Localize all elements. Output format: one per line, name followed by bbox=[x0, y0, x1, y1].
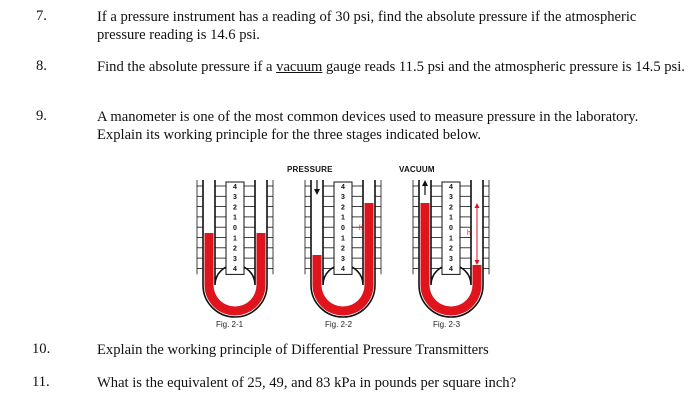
question-text: If a pressure instrument has a reading of 30 psi, find the absolute pressure if the atmospheric pressure reading is 14.6 psi. bbox=[97, 9, 637, 43]
h-arrowhead bbox=[475, 260, 480, 265]
scale-mark: 2 bbox=[449, 204, 453, 212]
h-arrowhead bbox=[475, 203, 480, 208]
liquid-bend bbox=[421, 285, 482, 316]
liquid-column bbox=[205, 233, 214, 285]
scale-mark: 2 bbox=[233, 204, 237, 212]
question-number: 11. bbox=[32, 374, 50, 390]
question-text-part: Find the absolute pressure if a bbox=[97, 59, 277, 75]
pressure-arrowhead bbox=[314, 189, 320, 195]
liquid-bend bbox=[313, 285, 374, 316]
question-text: Explain the working principle of Differential Pressure Transmitters bbox=[97, 342, 489, 358]
scale-mark: 1 bbox=[233, 235, 237, 243]
scale-mark: 2 bbox=[449, 245, 453, 253]
scale-mark: 4 bbox=[449, 266, 453, 274]
manometer-fig-2-3 bbox=[413, 180, 489, 317]
scale-mark: 3 bbox=[233, 194, 237, 202]
scale-mark: 3 bbox=[341, 194, 345, 202]
question-number: 10. bbox=[32, 341, 51, 357]
liquid-column bbox=[257, 233, 266, 285]
scale-mark: 0 bbox=[233, 225, 237, 232]
scale-mark: 1 bbox=[449, 214, 453, 222]
liquid-column bbox=[313, 255, 322, 285]
scale-mark: 4 bbox=[341, 183, 345, 191]
scale-mark: 0 bbox=[449, 225, 453, 232]
scale-mark: 1 bbox=[449, 235, 453, 243]
scale-mark: 3 bbox=[341, 255, 345, 263]
vacuum-arrowhead bbox=[422, 180, 428, 186]
scale-mark: 4 bbox=[341, 266, 345, 274]
h-label: h bbox=[467, 230, 471, 237]
scale-mark: 3 bbox=[233, 255, 237, 263]
figure-caption: Fig. 2-3 bbox=[433, 320, 461, 329]
question-text: What is the equivalent of 25, 49, and 83 kPa in pounds per square inch? bbox=[97, 375, 517, 391]
scale-mark: 2 bbox=[341, 204, 345, 212]
question-number: 8. bbox=[36, 58, 47, 74]
question-text: A manometer is one of the most common devices used to measure pressure in the laboratory. Explain its working principle for the three stages indicated below. bbox=[97, 109, 639, 143]
scale-mark: 1 bbox=[341, 235, 345, 243]
manometer-fig-2-1 bbox=[197, 180, 273, 317]
scale-mark: 2 bbox=[233, 245, 237, 253]
scale-mark: 4 bbox=[449, 183, 453, 191]
scale-mark: 1 bbox=[233, 214, 237, 222]
question-text-part: gauge reads 11.5 psi and the atmospheric pressure is 14.5 psi. bbox=[322, 59, 685, 75]
manometer-fig-2-2 bbox=[305, 180, 381, 317]
scale-mark: 4 bbox=[233, 266, 237, 274]
scale-mark: 3 bbox=[449, 194, 453, 202]
figure-caption: Fig. 2-2 bbox=[325, 320, 353, 329]
pressure-label: PRESSURE bbox=[287, 165, 333, 174]
question-number: 9. bbox=[36, 108, 47, 124]
h-label: h bbox=[359, 225, 363, 232]
liquid-column bbox=[473, 265, 482, 285]
vacuum-label: VACUUM bbox=[399, 165, 435, 174]
scale-mark: 1 bbox=[341, 214, 345, 222]
liquid-bend bbox=[205, 285, 266, 316]
scale-mark: 4 bbox=[233, 183, 237, 191]
figure-caption: Fig. 2-1 bbox=[216, 320, 244, 329]
scale-mark: 2 bbox=[341, 245, 345, 253]
scale-mark: 3 bbox=[449, 255, 453, 263]
underlined-word: vacuum bbox=[276, 59, 323, 75]
scale-mark: 0 bbox=[341, 225, 345, 232]
liquid-column bbox=[421, 203, 430, 285]
question-number: 7. bbox=[36, 8, 47, 24]
